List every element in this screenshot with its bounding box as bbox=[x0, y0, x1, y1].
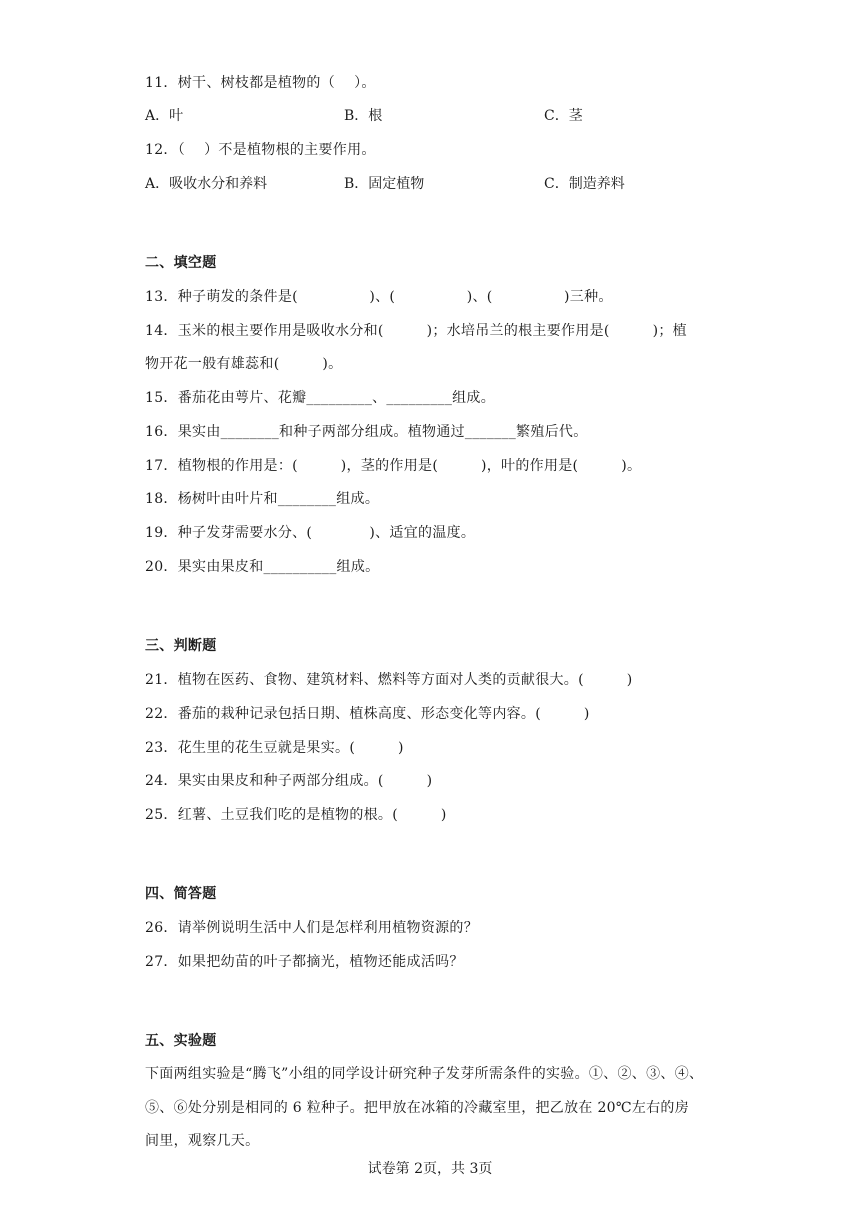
question-24: 24．果实由果皮和种子两部分组成。( ) bbox=[145, 773, 433, 789]
question-12-stem: 12．（ ）不是植物根的主要作用。 bbox=[145, 142, 376, 158]
question-11-option-b: B．根 bbox=[344, 108, 383, 124]
section-heading-experiment: 五、实验题 bbox=[145, 1033, 217, 1049]
section-heading-fill-blank: 二、填空题 bbox=[145, 255, 217, 271]
question-15: 15．番茄花由萼片、花瓣_________、_________组成。 bbox=[145, 390, 496, 406]
section-heading-true-false: 三、判断题 bbox=[145, 638, 217, 654]
question-14-line-1: 14．玉米的根主要作用是吸收水分和( )；水培吊兰的根主要作用是( )；植 bbox=[145, 323, 687, 339]
question-16: 16．果实由________和种子两部分组成。植物通过_______繁殖后代。 bbox=[145, 424, 588, 440]
question-11-stem: 11．树干、树枝都是植物的（ ）。 bbox=[145, 75, 376, 91]
question-26: 26．请举例说明生活中人们是怎样利用植物资源的？ bbox=[145, 920, 479, 936]
question-12-option-c: C．制造养料 bbox=[544, 176, 625, 192]
question-13: 13．种子萌发的条件是( )、( )、( )三种。 bbox=[145, 289, 613, 305]
question-14-line-2: 物开花一般有雄蕊和( )。 bbox=[145, 356, 343, 372]
question-20: 20．果实由果皮和__________组成。 bbox=[145, 559, 380, 575]
question-22: 22．番茄的栽种记录包括日期、植株高度、形态变化等内容。( ) bbox=[145, 706, 590, 722]
question-27: 27．如果把幼苗的叶子都摘光，植物还能成活吗？ bbox=[145, 954, 464, 970]
question-12-option-a: A．吸收水分和养料 bbox=[145, 176, 268, 192]
experiment-text-line-3: 间里，观察几天。 bbox=[145, 1133, 260, 1149]
question-23: 23．花生里的花生豆就是果实。( ) bbox=[145, 740, 404, 756]
experiment-text-line-2: ⑤、⑥处分别是相同的 6 粒种子。把甲放在冰箱的冷藏室里，把乙放在 20℃左右的房 bbox=[145, 1100, 690, 1116]
question-11-option-c: C．茎 bbox=[544, 108, 583, 124]
question-12-option-b: B．固定植物 bbox=[344, 176, 425, 192]
question-25: 25．红薯、土豆我们吃的是植物的根。( ) bbox=[145, 807, 447, 823]
section-heading-short-answer: 四、简答题 bbox=[145, 886, 217, 902]
question-19: 19．种子发芽需要水分、( )、适宜的温度。 bbox=[145, 525, 476, 541]
question-21: 21．植物在医药、食物、建筑材料、燃料等方面对人类的贡献很大。( ) bbox=[145, 672, 633, 688]
question-11-option-a: A．叶 bbox=[145, 108, 184, 124]
page-footer: 试卷第 2页，共 3页 bbox=[367, 1161, 493, 1177]
question-17: 17．植物根的作用是：( )，茎的作用是( )，叶的作用是( )。 bbox=[145, 458, 642, 474]
experiment-text-line-1: 下面两组实验是“腾飞”小组的同学设计研究种子发芽所需条件的实验。①、②、③、④、 bbox=[145, 1066, 704, 1082]
question-18: 18．杨树叶由叶片和________组成。 bbox=[145, 491, 380, 507]
